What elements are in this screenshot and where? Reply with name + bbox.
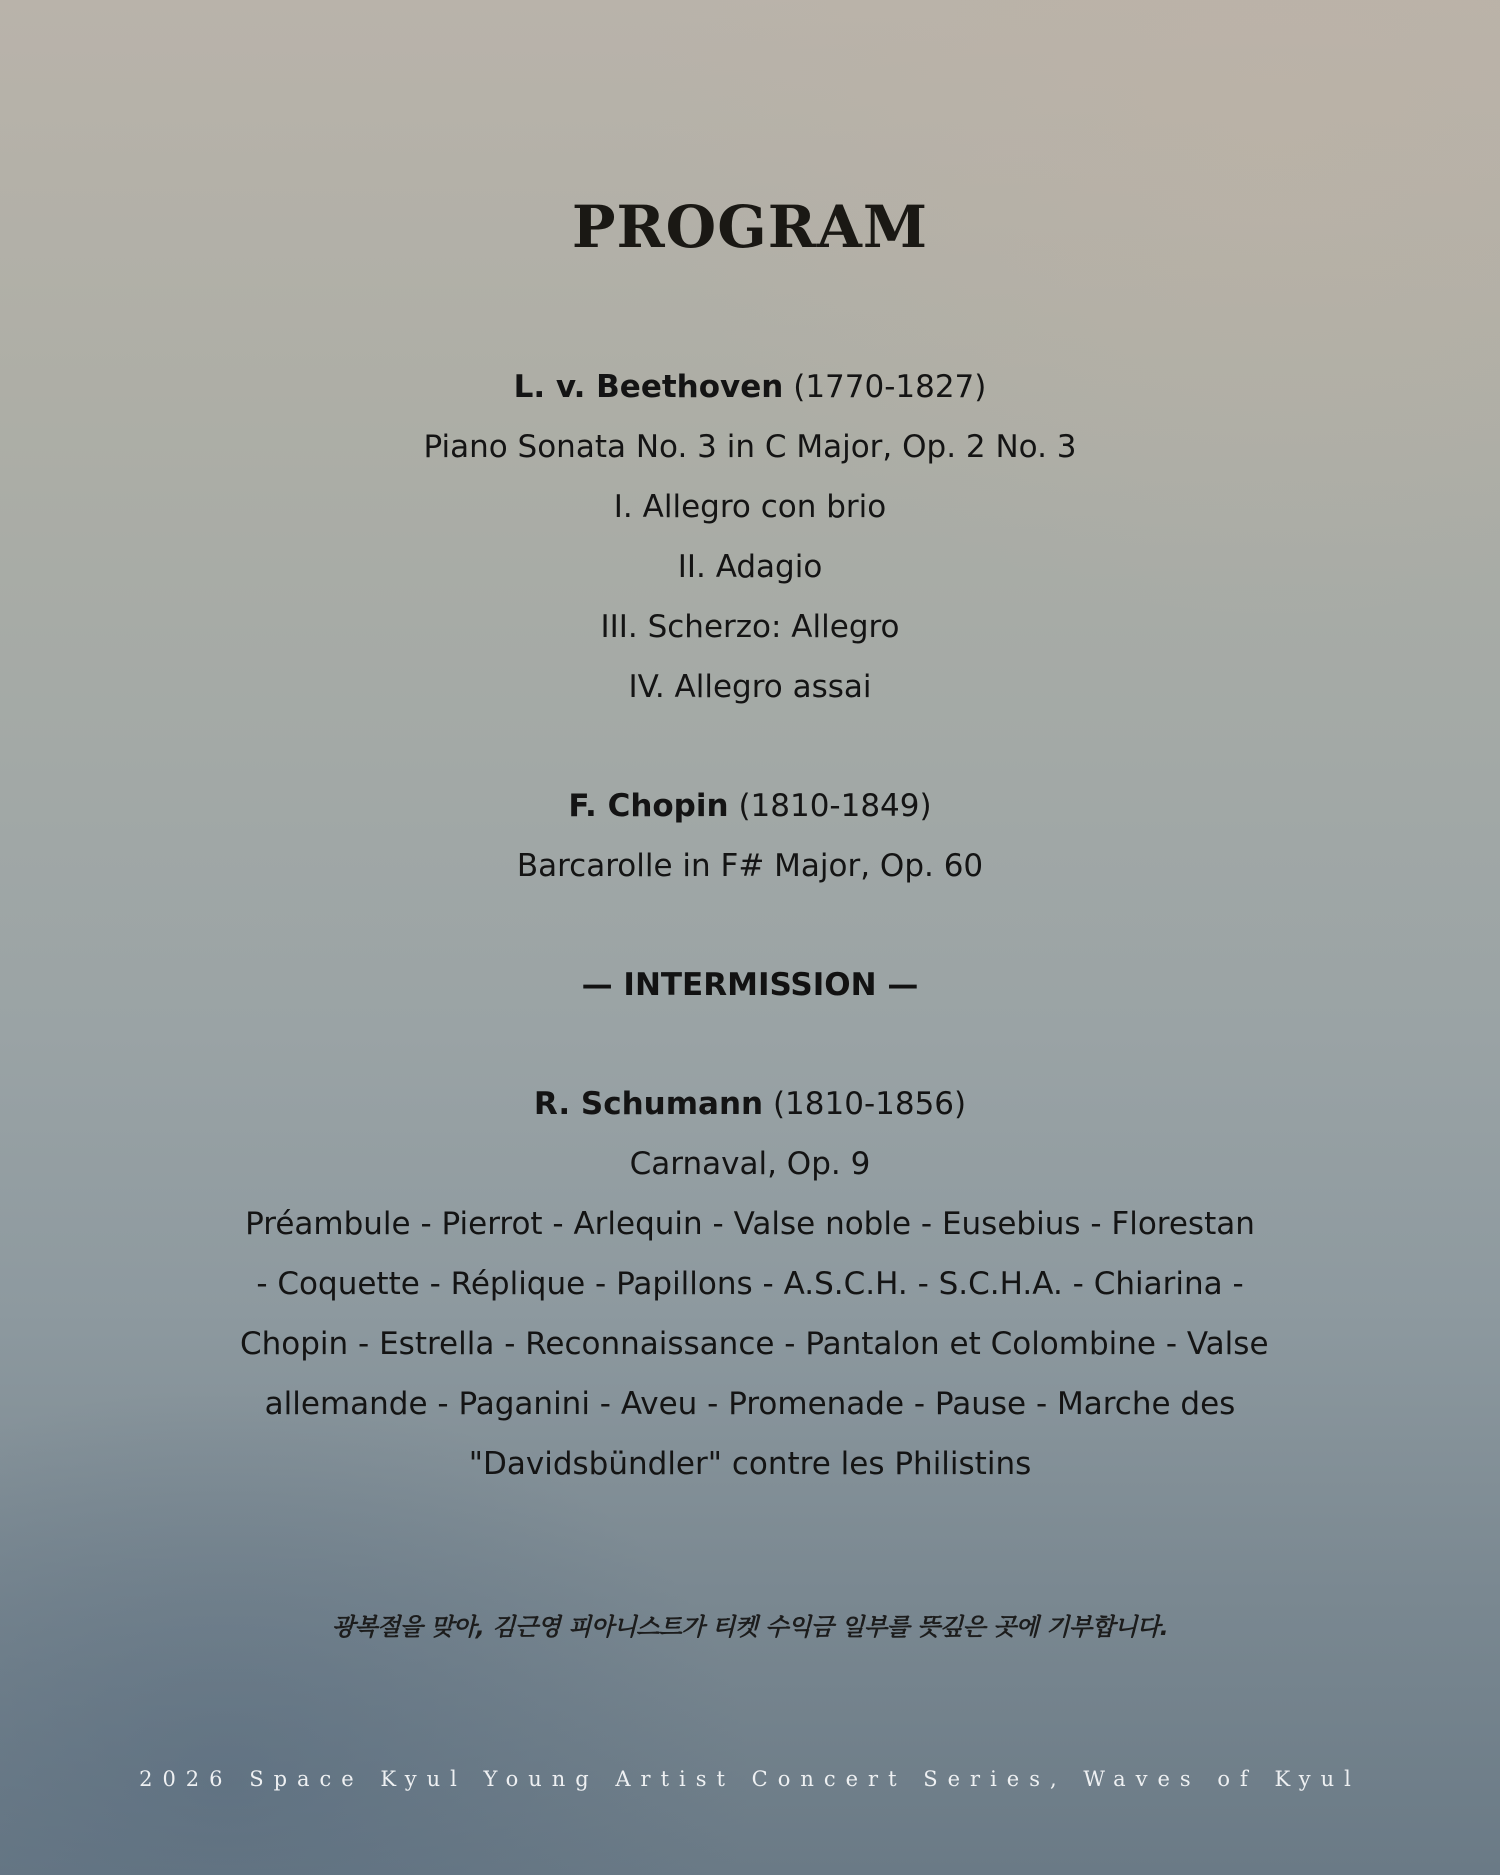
- section-spacer: [240, 896, 1260, 955]
- section-spacer: [240, 1015, 1260, 1074]
- movement-list-line: - Coquette - Réplique - Papillons - A.S.C.H. - S.C.H.A. - Chiarina -: [256, 1266, 1244, 1302]
- movement-item: II. Adagio: [677, 549, 823, 585]
- composer-name: L. v. Beethoven: [513, 369, 784, 405]
- composer-heading-chopin: [240, 776, 1260, 836]
- movement-list-line: allemande - Paganini - Aveu - Promenade - Pause - Marche des: [264, 1386, 1236, 1422]
- movement-list-line: Préambule - Pierrot - Arlequin - Valse noble - Eusebius - Florestan: [245, 1206, 1255, 1242]
- composer-years: (1770-1827): [793, 369, 987, 405]
- donation-note: 광복절을 맞아, 김근영 피아니스트가 티켓 수익금 일부를 뜻깊은 곳에 기부합니다.: [331, 1613, 1169, 1641]
- page-title: PROGRAM: [571, 193, 929, 261]
- work-title: Piano Sonata No. 3 in C Major, Op. 2 No. 3: [423, 429, 1077, 465]
- movement-list-line: Chopin - Estrella - Reconnaissance - Pantalon et Colombine - Valse: [240, 1326, 1269, 1362]
- intermission-label: — INTERMISSION —: [581, 967, 919, 1003]
- composer-heading-beethoven: [240, 357, 1260, 417]
- program-list: [240, 357, 1269, 1494]
- series-footer: 2026 Space Kyul Young Artist Concert Series, Waves of Kyul: [139, 1767, 1361, 1791]
- movement-item: III. Scherzo: Allegro: [600, 609, 900, 645]
- work-title: Barcarolle in F# Major, Op. 60: [516, 848, 984, 884]
- composer-heading-schumann: [240, 1074, 1260, 1134]
- composer-years: (1810-1849): [738, 788, 932, 824]
- movement-list-line: "Davidsbündler" contre les Philistins: [468, 1446, 1032, 1482]
- work-title: Carnaval, Op. 9: [629, 1146, 871, 1182]
- movement-item: I. Allegro con brio: [613, 489, 887, 525]
- composer-years: (1810-1856): [772, 1086, 967, 1122]
- section-spacer: [240, 717, 1260, 776]
- movement-item: IV. Allegro assai: [628, 669, 872, 705]
- composer-name: F. Chopin: [568, 788, 729, 824]
- composer-name: R. Schumann: [533, 1086, 764, 1122]
